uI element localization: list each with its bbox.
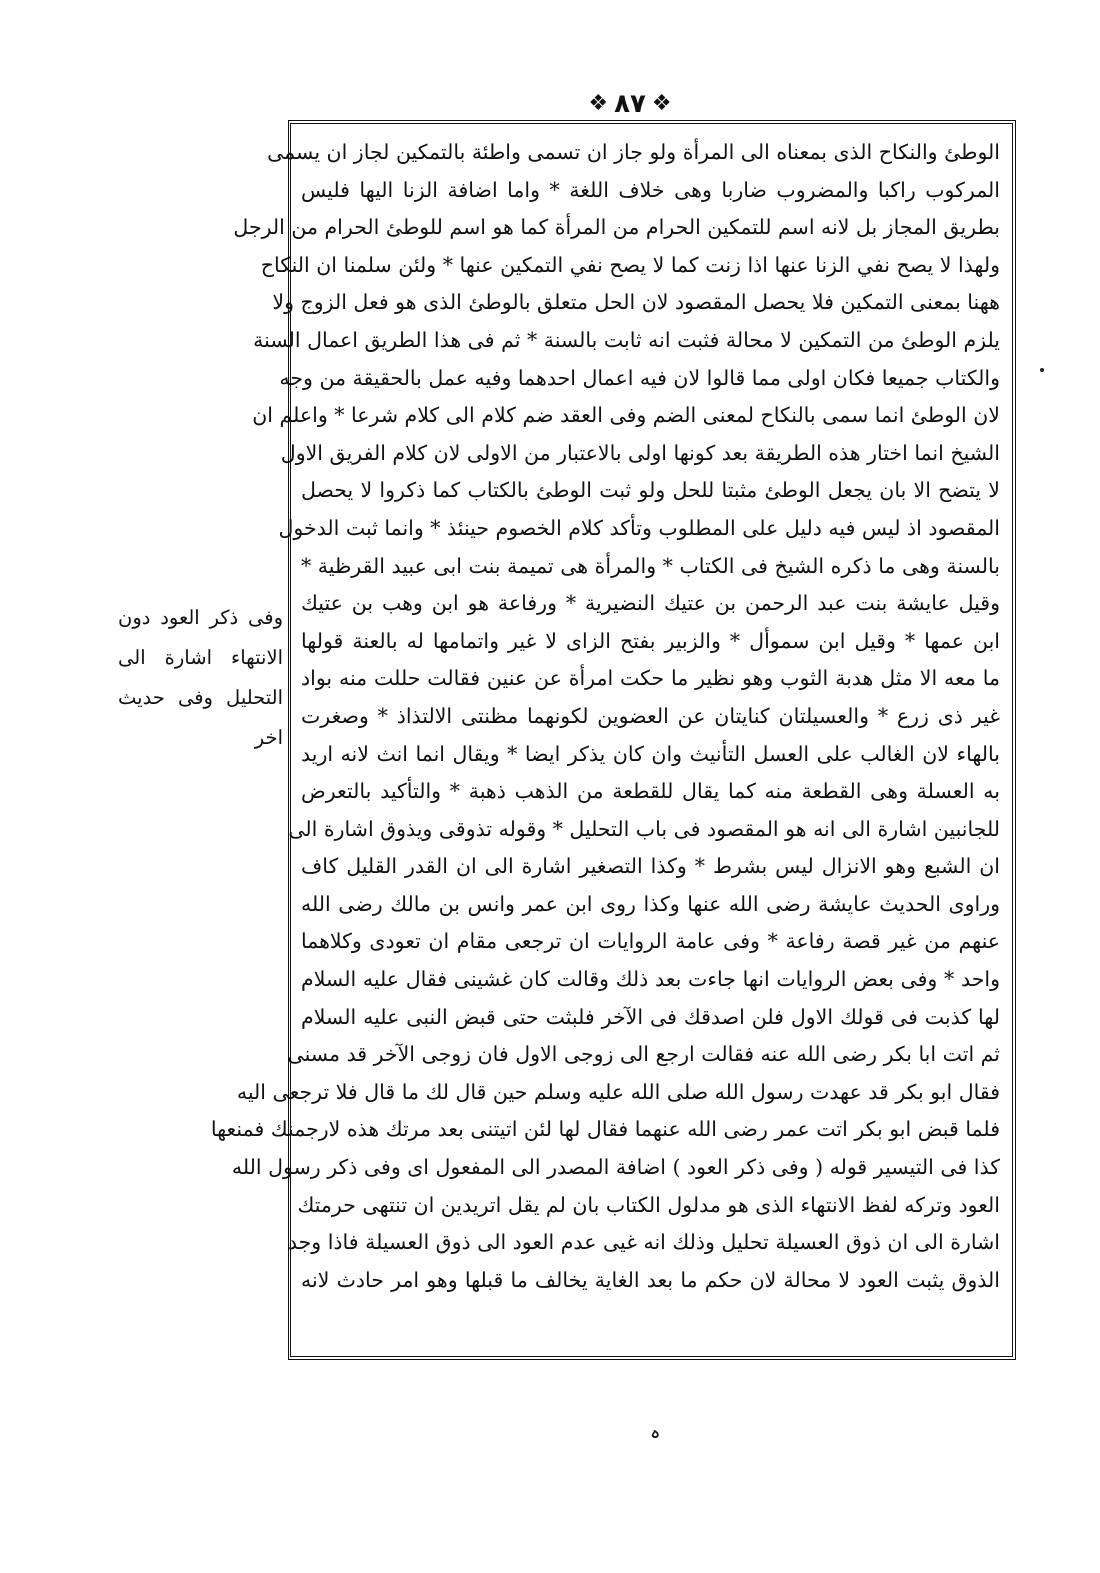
text-line: لا يتضح الا بان يجعل الوطئ مثبتا للحل ولو ثبت الوطئ بالكتاب كما ذكروا لا يحصل: [301, 478, 1000, 503]
text-line: فلما قبض ابو بكر اتت عمر رضى الله عنهما فقال لها لئن اتيتنى بعد مرتك هذه لارجمنك فمنعها: [210, 1117, 1000, 1142]
text-line: وراوى الحديث عايشة رضى الله عنها وكذا روى ابن عمر وانس بن مالك رضى الله: [301, 891, 1000, 916]
page-header: [560, 84, 700, 124]
text-line: فقال ابو بكر قد عهدت رسول الله صلى الله عليه وسلم حين قال لك ما قال فلا ترجعى اليه: [236, 1079, 1000, 1104]
text-line: يلزم الوطئ من التمكين لا محالة فثبت انه ثابت بالسنة * ثم فى هذا الطريق اعمال السنة: [253, 327, 1000, 352]
text-line: الوطئ والنكاح الذى بمعناه الى المرأة ولو جاز ان تسمى واطئة بالتمكين لجاز ان يسمى: [267, 140, 1000, 164]
text-line: ثم اتت ابا بكر رضى الله عنه فقالت ارجع الى زوجى الاول فان زوجى الآخر قد مسنى: [287, 1042, 1000, 1067]
text-line: به العسلة وهى القطعة منه كما يقال للقطعة من الذهب ذهبة * والتأكيد بالتعرض: [301, 779, 1000, 804]
text-line: بطريق المجاز بل لانه اسم للتمكين الحرام من المرأة كما هو اسم للوطئ الحرام من الرجل: [233, 215, 1000, 240]
text-line: لان الوطئ انما سمى بالنكاح لمعنى الضم وفى العقد ضم كلام الى كلام شرعا * واعلم ان: [252, 403, 1000, 428]
ornament-right-icon: ❖: [651, 91, 672, 116]
footer-signature-mark: ہ: [650, 1422, 661, 1443]
margin-note-line: الانتهاء اشارة الى: [118, 646, 283, 669]
text-line: بالسنة وهى ما ذكره الشيخ فى الكتاب * والمرأة هى تميمة بنت ابى عبيد القرظية *: [301, 553, 1000, 578]
margin-note-line: التحليل وفى حديث: [118, 686, 283, 709]
text-line: الذوق يثبت العود لا محالة لان حكم ما بعد الغاية يخالف ما قبلها وهو امر حادث لانه: [301, 1267, 1000, 1292]
margin-note: [118, 598, 283, 758]
text-line: ما معه الا مثل هدبة الثوب وهو نظير ما حكت امرأة عن عنين فقالت حللت منه بواد: [301, 666, 1000, 691]
text-line: ابن عمها * وقيل ابن سموأل * والزبير بفتح الزاى لا غير واتمامها له بالعنة قولها: [301, 628, 1000, 653]
margin-note-line: وفى ذكر العود دون: [118, 606, 283, 629]
text-line: اشارة الى ان ذوق العسيلة تحليل وذلك انه غيى عدم العود الى ذوق العسيلة فاذا وجد: [287, 1230, 1000, 1255]
text-line: ان الشبع وهو الانزال ليس بشرط * وكذا التصغير اشارة الى ان القدر القليل كاف: [301, 854, 1000, 879]
text-line: بالهاء لان الغالب على العسل التأنيث وان كان يذكر ايضا * ويقال انما انث لانه اريد: [301, 741, 1000, 766]
text-line: غير ذى زرع * والعسيلتان كنايتان عن العضوين لكونهما مظنتى الالتذاذ * وصغرت: [301, 703, 1000, 728]
margin-note-line: اخر: [254, 726, 283, 749]
text-line: عنهم من غير قصة رفاعة * وفى عامة الروايات ان ترجعى مقام ان تعودى وكلاهما: [301, 929, 1000, 954]
text-line: ههنا بمعنى التمكين فلا يحصل المقصود لان الحل متعلق بالوطئ الذى هو فعل الزوج ولا: [272, 290, 1000, 315]
print-speck: [1040, 368, 1044, 372]
text-line: كذا فى التيسير قوله ( وفى ذكر العود ) اضافة المصدر الى المفعول اى وفى ذكر رسول الله: [231, 1155, 1000, 1180]
text-line: لها كذبت فى قولك الاول فلن اصدقك فى الآخر فلبثت حتى قبض النبى عليه السلام: [301, 1004, 1000, 1029]
text-line: المقصود اذ ليس فيه دليل على المطلوب وتأكد كلام الخصوم حينئذ * وانما ثبت الدخول: [278, 515, 1000, 540]
page-number: ٨٧: [614, 89, 646, 119]
text-line: والكتاب جميعا فكان اولى مما قالوا لان فيه اعمال احدهما وفيه عمل بالحقيقة من وجه: [279, 365, 1000, 390]
text-line: للجانبين اشارة الى انه هو المقصود فى باب التحليل * وقوله تذوقى ويذوق اشارة الى: [288, 816, 1000, 841]
text-line: العود وتركه لفظ الانتهاء الذى هو مدلول الكتاب بان لم يقل اتريدين ان تنتهى حرمتك: [297, 1192, 1000, 1217]
text-line: ولهذا لا يصح نفي الزنا عنها اذا زنت كما لا يصح نفي التمكين عنها * ولئن سلمنا ان النكاح: [260, 252, 1000, 277]
ornament-left-icon: ❖: [588, 91, 609, 116]
text-line: المركوب راكبا والمضروب ضاربا وهى خلاف اللغة * واما اضافة الزنا اليها فليس: [301, 177, 1000, 202]
text-line: وقيل عايشة بنت عبد الرحمن بن عتيك النضيرية * ورفاعة هو ابن وهب بن عتيك: [301, 591, 1000, 616]
text-line: الشيخ انما اختار هذه الطريقة بعد كونها اولى بالاعتبار من الاولى لان كلام الفريق الاول: [280, 440, 1000, 465]
text-line: واحد * وفى بعض الروايات انها جاءت بعد ذلك وقالت كان غشينى فقال عليه السلام: [301, 967, 1000, 992]
